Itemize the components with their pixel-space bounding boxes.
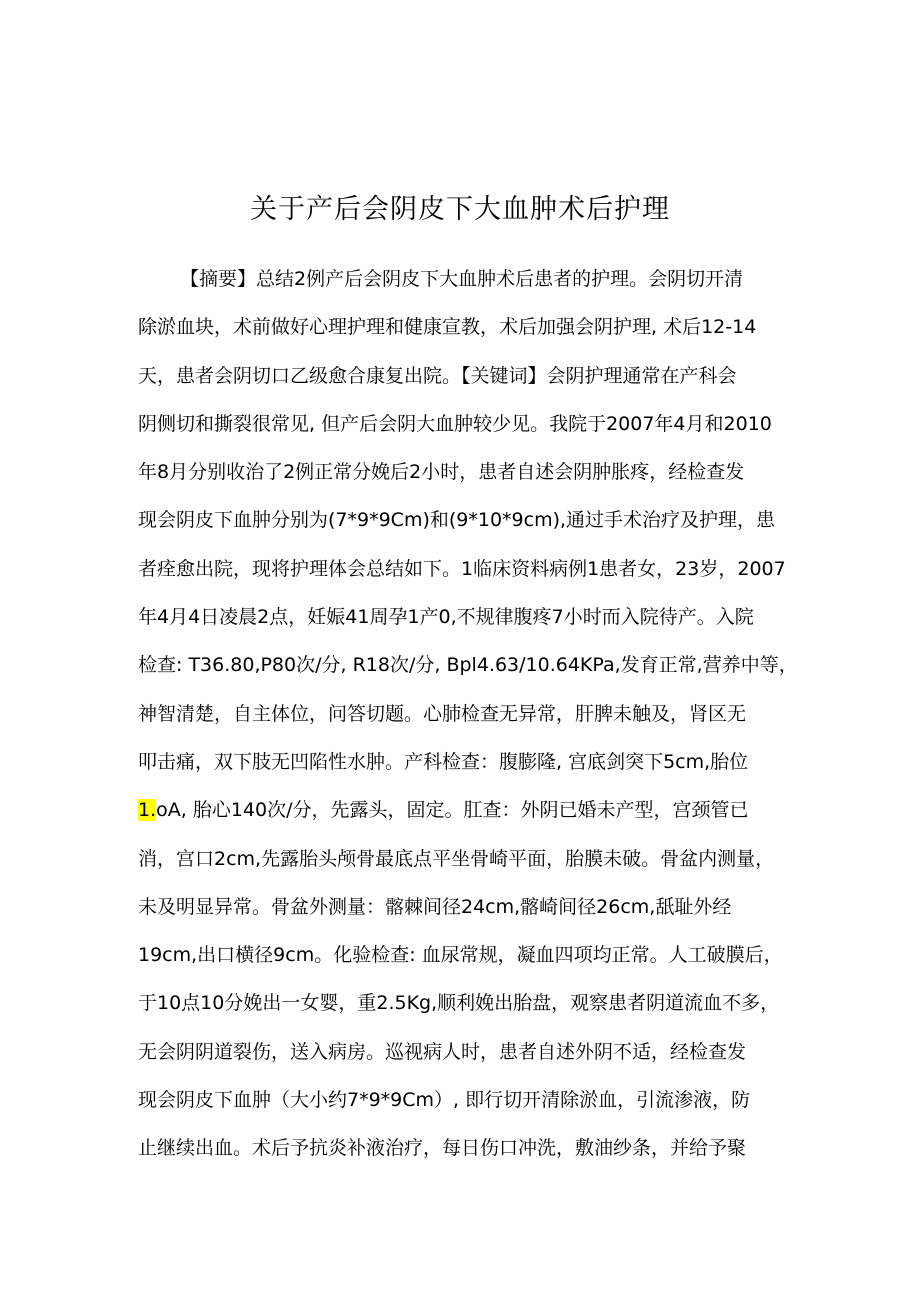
text-line: 无会阴阴道裂伤，送入病房。巡视病人时，患者自述外阴不适，经检查发 bbox=[138, 1040, 747, 1063]
text-line: 19cm,出口横径9cm。化验检查: 血尿常规，凝血四项均正常。人工破膜后， bbox=[138, 944, 783, 967]
document-body bbox=[138, 262, 798, 1180]
text-line: 于10点10分娩出一女婴，重2.5Kg,顺利娩出胎盘，观察患者阴道流血不多， bbox=[138, 992, 780, 1015]
text-line: 止继续出血。术后予抗炎补液治疗，每日伤口冲洗，敷油纱条，并给予聚 bbox=[138, 1137, 747, 1160]
text-line: 叩击痛，双下肢无凹陷性水肿。产科检查：腹膨隆, 宫底剑突下5cm,胎位 bbox=[138, 750, 749, 773]
document-title: 关于产后会阴皮下大血肿术后护理 bbox=[250, 194, 670, 225]
text-line: 现会阴皮下血肿（大小约7*9*9Cm）, 即行切开清除淤血，引流渗液，防 bbox=[138, 1089, 751, 1112]
text-line: 消，宫口2cm,先露胎头颅骨最底点平坐骨崎平面，胎膜未破。骨盆内测量， bbox=[138, 847, 775, 870]
text-line: 年4月4日凌晨2点，妊娠41周孕1产0,不规律腹疼7小时而入院待产。入院 bbox=[138, 606, 754, 629]
text-line: 阴侧切和撕裂很常见, 但产后会阴大血肿较少见。我院于2007年4月和2010 bbox=[138, 412, 772, 435]
text-line: 现会阴皮下血肿分别为(7*9*9Cm)和(9*10*9cm),通过手术治疗及护理，患 bbox=[138, 509, 776, 532]
text-line: 除淤血块，术前做好心理护理和健康宣教，术后加强会阴护理, 术后12-14 bbox=[138, 316, 757, 339]
text-line-highlighted: 1.oA, 胎心140次/分，先露头，固定。肛查：外阴已婚未产型，宫颈管已 bbox=[138, 799, 749, 822]
text-line: 【摘要】总结2例产后会阴皮下大血肿术后患者的护理。会阴切开清 bbox=[180, 268, 744, 290]
text-line: 天，患者会阴切口乙级愈合康复出院。【关键词】会阴护理通常在产科会 bbox=[138, 364, 737, 387]
text-line: 神智清楚，自主体位，问答切题。心肺检查无异常，肝脾未触及，肾区无 bbox=[138, 702, 747, 725]
text-highlight: 1. bbox=[138, 799, 157, 822]
text-line: 检查: T36.80,P80次/分, R18次/分, Bpl4.63∕10.64KPa,发育正常,营养中等， bbox=[138, 654, 798, 677]
text-line: 者痊愈出院，现将护理体会总结如下。1临床资料病例1患者女，23岁，2007 bbox=[138, 557, 786, 580]
text-line: 年8月分别收治了2例正常分娩后2小时，患者自述会阴肿胀疼，经检查发 bbox=[138, 461, 745, 484]
text-line: 未及明显异常。骨盆外测量：髂棘间径24cm,髂崎间径26cm,舐耻外经 bbox=[138, 895, 732, 918]
